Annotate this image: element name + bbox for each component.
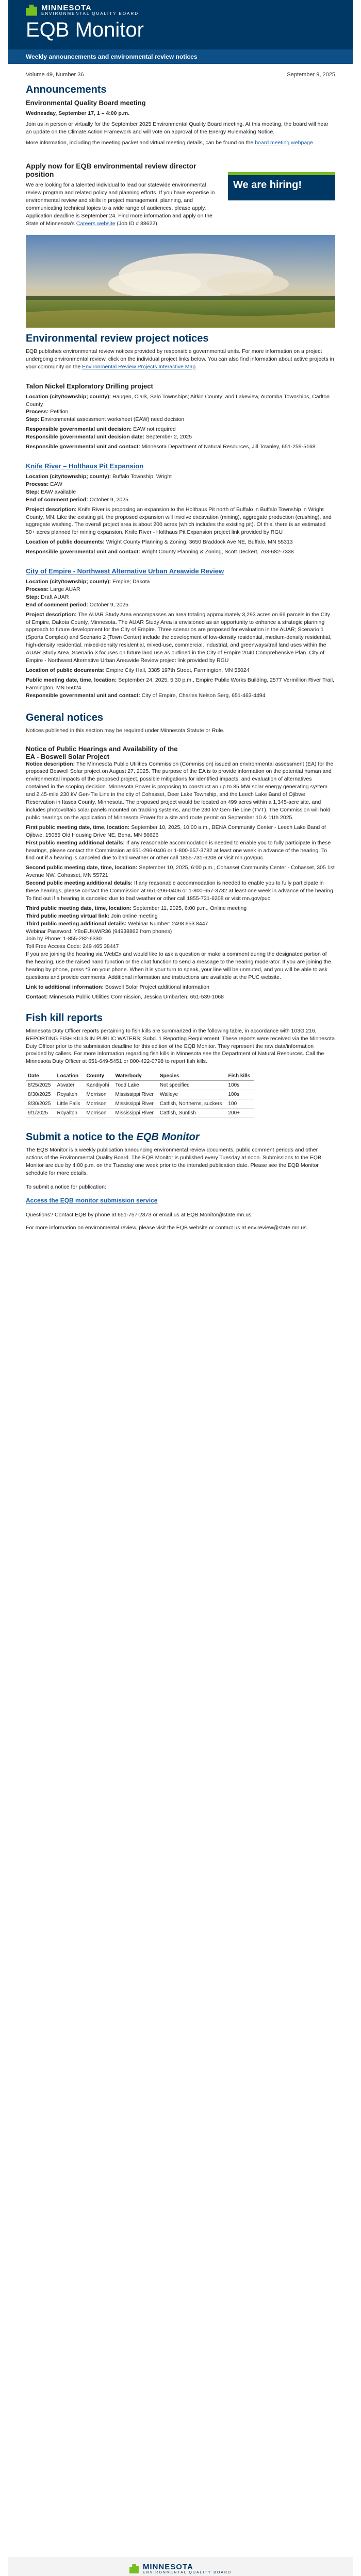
project-label: Location of public documents: [26, 539, 105, 546]
general-intro: Notices published in this section may be required under Minnesota Statute or Rule. [26, 727, 225, 734]
project-label: Step: [26, 594, 40, 600]
hiring-desc: We are looking for a talented individual to lead our statewide environmental review program and related policy and planning efforts. If you have expertise in environmental review and skills in project management, planning, and communicating technical topics to a wide range of audiences, please apply. Application deadline is September 24. Find more information and apply on the State of Minnesota's Careers website (Job ID # 88622). [26, 182, 215, 227]
general-value: Boswell Solar Project additional information [104, 984, 209, 990]
project-value: September 2, 2025 [144, 434, 192, 440]
general-label: Notice description: [26, 760, 75, 767]
footer-logo-title: MINNESOTA [142, 2563, 193, 2571]
general-line [26, 760, 335, 822]
email-body [8, 0, 353, 2576]
project-line [26, 594, 335, 601]
project-line [26, 416, 335, 423]
general-value: September 10, 2025, 10:00 a.m., BENA Community Center - Leech Lake Band of Ojibwe, 15085 Old Housing Drive NE, Bena, MN 56626 [26, 824, 326, 838]
general-value: Join by Phone: 1-855-282-6330 [26, 936, 102, 942]
project-line [26, 676, 335, 692]
general-value: September 11, 2025, 6:00 p.m., Online meeting [131, 905, 247, 911]
project-label: Location (city/township; county): [26, 579, 111, 585]
general-value: Minnesota Public Utilities Commission, Jessica Umbarten, 651-539-1068 [47, 993, 224, 1000]
table-cell: Kandiyohi [85, 1081, 113, 1090]
project-label: Project description: [26, 506, 77, 513]
project-label: Location (city/township; county): [26, 393, 111, 400]
project-label: End of comment period: [26, 496, 88, 503]
general-line [26, 920, 335, 928]
general-line [26, 912, 335, 920]
project-line [26, 443, 335, 451]
general-value: The Minnesota Public Utilities Commission (Commission) issued an environmental assessment (EA) for the proposed Boswell Solar project on August 27, 2025. The purpose of the EA is to provide information on the potential human and environmental impacts of the proposed project, possible mitigations for identified impacts, and evaluation of alternatives contained in the scoping decision. Minnesota Power is proposing to construct an up to 85 MW solar energy generating system and 2.45-mile 230 kV Gen-Tie Line in the city of Cohasset, Deer Lake Township, and the Leech Lake Band of Ojibwe Reservation in Itasca County, Minnesota. The proposed project would be located on 499 acres within a 1,345-acre site, and includes photovoltaic solar panels mounted on tracking systems, and the 230 kV Gen-Tie Line (TVT). The Commission will hold public hearings on the application of Minnesota Power for a site and route permit on September 10 & 11th 2025. [26, 760, 334, 821]
general-label: Second public meeting additional details: [26, 880, 133, 887]
fish-column-header: County [85, 1072, 113, 1081]
general-value: Webinar Password: Y8oEUKWiR36 (94938862 from phones) [26, 928, 172, 935]
table-cell: 100s [226, 1081, 255, 1090]
table-cell: Not specified [158, 1081, 226, 1090]
general-value: Join online meeting [109, 912, 158, 919]
table-cell: 8/25/2025 [26, 1081, 55, 1090]
fish-column-header: Waterbody [113, 1072, 157, 1081]
project-line [26, 548, 335, 556]
project-value: Wright County Planning & Zoning, Scott Deckert, 763-682-7338 [140, 549, 294, 555]
table-cell: Atwater [55, 1081, 85, 1090]
hiring-title: Apply now for EQB environmental review director position [26, 162, 196, 179]
submit-heading: Submit a notice to the EQB Monitor [26, 1131, 200, 1143]
project-line [26, 408, 335, 416]
submit-instr: To submit a notice for publication: [26, 1183, 106, 1190]
general-line [26, 864, 335, 879]
project-line [26, 393, 335, 409]
project-label: Responsible governmental unit and contact: [26, 444, 140, 450]
project-label: Process: [26, 481, 49, 487]
project-label: Responsible governmental unit decision date: [26, 434, 144, 440]
general-value: September 10, 2025, 6:00 p.m., Cohasset Community Center - Cohasset, 305 1st Avenue NW, Cohasset, MN 55721 [26, 865, 335, 879]
project-label: Responsible governmental unit and contact: [26, 692, 140, 699]
general-notice-body [26, 760, 335, 1001]
project-title[interactable]: Knife River – Holthaus Pit Expansion [26, 462, 144, 470]
project-value: October 9, 2025 [88, 601, 128, 608]
project-value: October 9, 2025 [88, 496, 128, 503]
submit-more: For more information on environmental review, please visit the EQB website or contact us at env.review@state.mn.us. [26, 1224, 308, 1231]
general-line [26, 984, 335, 991]
landscape-photo [26, 235, 335, 328]
general-value: Toll Free Access Code: 249 465 38447 [26, 943, 119, 950]
project-line [26, 578, 335, 586]
table-row [26, 1109, 254, 1118]
table-cell: Catfish, Northerns, suckers [158, 1099, 226, 1109]
project-value: Haugen, Clark, Salo Townships; Aitkin County; and Lakeview, Automba Townships, Carlton County [26, 393, 330, 408]
general-line [26, 824, 335, 839]
fish-column-header: Date [26, 1072, 55, 1081]
table-cell: Morrison [85, 1109, 113, 1118]
project-label: Location (city/township; county): [26, 473, 111, 480]
general-notices-heading: General notices [26, 711, 104, 723]
meeting-when: Wednesday, September 17, 1 – 4:00 p.m. [26, 110, 129, 116]
project-value: Empire City Hall, 3385 197th Street, Farmington, MN 55024 [104, 667, 250, 673]
newsletter-subtitle: Weekly announcements and environmental review notices [8, 49, 353, 64]
fish-column-header: Location [55, 1072, 85, 1081]
project-line [26, 586, 335, 594]
project-label: Responsible governmental unit and contact: [26, 549, 140, 555]
general-label: Third public meeting virtual link: [26, 912, 110, 919]
table-row [26, 1090, 254, 1099]
general-value: If you are joining the hearing via WebEx and would like to ask a question or make a comment during the designated portion of the hearing, use the raised hand function or the chat function to send a message to the hearing moderator. If you are joining the hearing by phone, press *3 on your phone. When it is your turn to speak, your line will be unmuted, and you will be able to ask questions and provide comments. Additional information and instructions are available at the PUC website. [26, 951, 331, 980]
meeting-desc: Join us in person or virtually for the September 2025 Environmental Quality Board meeting. At this meeting, the board will hear an update on the Climate Action Framework and will vote on approval of the Energy Rulemaking Notice. [26, 121, 329, 135]
fish-kill-table [26, 1072, 254, 1118]
footer-logo-subtitle: ENVIRONMENTAL QUALITY BOARD [142, 2571, 232, 2574]
meeting-more: More information, including the meeting packet and virtual meeting details, can be found on the board meeting webpage. [26, 139, 315, 146]
project-value: Empire; Dakota [111, 579, 150, 585]
general-label: First public meeting additional details: [26, 839, 125, 846]
table-cell: Todd Lake [113, 1081, 157, 1090]
general-value: If any reasonable accommodation is needed to enable you to fully participate in these hearings, please contact the Commission at 651-296-0406 or 1-800-657-3782 at least one week in advance of the hearing. To find out if a hearing is canceled due to bad weather or other call 1855-731-6208 or visit mn.gov/puc. [26, 880, 335, 902]
project-label: Step: [26, 416, 40, 423]
general-value: If any reasonable accommodation is needed to enable you to fully participate in these hearings, please contact the Commission at 651-296-0406 or 1-800-657-3782 at least one week in advance of the hearing. To find out if a hearing is canceled due to bad weather or other call 1855-731-6208 or visit mn.gov/puc. [26, 839, 331, 861]
table-cell: Royalton [55, 1090, 85, 1099]
project-notice [26, 462, 335, 556]
project-value: EAW [48, 481, 62, 487]
board-meeting-link[interactable]: board meeting webpage [255, 139, 313, 146]
issue-date: September 9, 2025 [287, 72, 335, 78]
table-cell: 8/30/2025 [26, 1090, 55, 1099]
project-value: Buffalo Township; Wright [111, 473, 172, 480]
general-line [26, 993, 335, 1001]
fish-column-header: Fish kills [226, 1072, 255, 1081]
general-label: Third public meeting date, time, location: [26, 905, 132, 911]
table-row [26, 1081, 254, 1090]
project-line [26, 481, 335, 488]
general-line [26, 935, 335, 943]
table-cell: Mississippi River [113, 1109, 157, 1118]
project-line [26, 488, 335, 496]
issue-volume: Volume 49, Number 36 [26, 72, 84, 78]
general-label: Contact: [26, 993, 48, 1000]
fish-kill-intro: Minnesota Duty Officer reports pertaining to fish kills are summarized in the following table, in accordance with 103G.216, REPORTING FISH KILLS IN PUBLIC WATERS; Subd. 1 Reporting Requirement. These reports were received via the Minnesota Duty Officer prior to the submission deadline for this edition of the EQB Monitor. They represent the raw data/information provided by callers. For more information regarding fish kills in Minnesota see the Department of Natural Resources. Call the Minnesota Duty Officer at 651-649-5451 or 800-422-0798 to report fish kills. [26, 1027, 335, 1065]
newsletter-title: EQB Monitor [26, 19, 144, 41]
submit-questions: Questions? Contact EQB by phone at 651-757-2873 or email us at EQB.Monitor@state.mn.us. [26, 1211, 253, 1218]
footer [8, 2557, 353, 2576]
project-label: Process: [26, 586, 49, 592]
project-value: September 24, 2025, 5:30 p.m., Empire Public Works Building, 2577 Vermillion River Trail, Farmington, MN 55024 [26, 676, 334, 691]
issue-info [26, 64, 335, 79]
general-value: Webinar Number: 2498 653 8447 [126, 920, 208, 927]
minnesota-state-icon [26, 5, 37, 16]
project-line [26, 611, 335, 665]
table-cell: 8/30/2025 [26, 1099, 55, 1109]
project-label: Step: [26, 488, 40, 495]
table-cell: Walleye [158, 1090, 226, 1099]
meeting-title: Environmental Quality Board meeting [26, 98, 146, 107]
fish-kill-heading: Fish kill reports [26, 1012, 103, 1024]
project-label: Project description: [26, 611, 77, 618]
minnesota-state-icon [129, 2564, 139, 2573]
logo-subtitle: ENVIRONMENTAL QUALITY BOARD [41, 11, 139, 16]
project-value: Wright County Planning & Zoning, 3650 Braddock Ave NE, Buffalo, MN 55313 [104, 539, 293, 546]
project-value: Petition [48, 409, 69, 415]
hiring-badge: We are hiring! [228, 172, 335, 200]
table-row [26, 1099, 254, 1109]
logo-title: MINNESOTA [41, 4, 92, 12]
interactive-map-link[interactable]: Environmental Review Projects Interactive Map [82, 363, 196, 370]
project-line [26, 473, 335, 481]
agency-logo [26, 4, 139, 16]
project-line [26, 667, 335, 674]
project-line [26, 601, 335, 609]
project-notice [26, 382, 335, 451]
general-line [26, 839, 335, 862]
table-cell: Mississippi River [113, 1090, 157, 1099]
footer-logo [8, 2563, 353, 2574]
project-label: Public meeting date, time, location: [26, 676, 117, 683]
table-cell: Catfish, Sunfish [158, 1109, 226, 1118]
project-label: Location of public documents: [26, 667, 105, 673]
general-line [26, 928, 335, 936]
table-cell: 200+ [226, 1109, 255, 1118]
project-line [26, 426, 335, 433]
general-line [26, 951, 335, 981]
fish-column-header: Species [158, 1072, 226, 1081]
env-review-intro: EQB publishes environmental review notices provided by responsible governmental units. For more information on a project undergoing environmental review, click on the individual project links below. You can also find information about active projects in your community on the Environmental Review Projects Interactive Map. [26, 348, 334, 370]
project-title: Talon Nickel Exploratory Drilling project [26, 382, 153, 390]
project-line [26, 496, 335, 504]
general-label: First public meeting date, time, location: [26, 824, 130, 831]
project-notice [26, 567, 335, 700]
project-label: End of comment period: [26, 601, 88, 608]
table-cell: 100s [226, 1090, 255, 1099]
project-list [26, 382, 335, 700]
general-notice-title: Notice of Public Hearings and Availability of the EA - Boswell Solar Project [26, 744, 178, 760]
header-banner [8, 0, 353, 49]
project-value: Environmental assessment worksheet (EAW) need decision [39, 416, 185, 423]
hiring-section [26, 162, 335, 227]
table-cell: Morrison [85, 1099, 113, 1109]
project-value: The AUAR Study Area encompasses an area totaling approximately 3,293 acres on 66 parcels in the City of Empire, Dakota County, Minnesota. The AUAR Study Area is envisioned as an opportunity to enhance a strategic planning approach to future development for the City of Empire. Three scenarios are proposed for evaluation in the AUAR; Scenario 1 (Sports Complex) and Scenario 2 (Town Center) include the development of low-density residential, medium-density residential, high-density residential, mixed-density residential, mixed-use, commercial, industrial, and greenways/trail land uses within the AUAR Study Area. Scenario 3 focuses on future land use as outlined in the City of Empire 2040 Comprehensive Plan. City of Empire - Northwest Alternative Urban Areawide Review project link provided by RGU [26, 611, 332, 664]
table-cell: Morrison [85, 1090, 113, 1099]
project-line [26, 433, 335, 441]
project-value: EAW available [39, 488, 76, 495]
announcements-heading: Announcements [26, 83, 107, 95]
project-value: Large AUAR [48, 586, 80, 592]
project-label: Responsible governmental unit decision: [26, 426, 132, 433]
project-line [26, 506, 335, 537]
project-value: EAW not required [132, 426, 176, 433]
project-value: City of Empire, Charles Nelson Serg, 651-463-4494 [140, 692, 266, 699]
project-title[interactable]: City of Empire - Northwest Alternative Urban Areawide Review [26, 567, 224, 575]
project-value: Minnesota Department of Natural Resources, Jill Townley, 651-259-5168 [140, 444, 316, 450]
table-cell: Royalton [55, 1109, 85, 1118]
table-cell: Little Falls [55, 1099, 85, 1109]
submission-service-link[interactable]: Access the EQB monitor submission service [26, 1196, 158, 1204]
table-cell: Mississippi River [113, 1099, 157, 1109]
project-line [26, 692, 335, 700]
general-line [26, 879, 335, 903]
project-line [26, 538, 335, 546]
submit-desc: The EQB Monitor is a weekly publication announcing environmental review documents, public comment periods and other actions of the Environmental Quality Board. The EQB Monitor is published every Tuesday at noon. Submissions to the EQB Monitor are due by 4:00 p.m. on the Tuesday one week prior to the intended publication date. Please see the EQB Monitor schedule for more details. [26, 1147, 321, 1176]
env-review-heading: Environmental review project notices [26, 332, 209, 344]
careers-link[interactable]: Careers website [76, 221, 116, 227]
general-label: Link to additional information: [26, 984, 104, 990]
general-line [26, 905, 335, 912]
general-line [26, 943, 335, 951]
project-value: Draft AUAR [39, 594, 69, 600]
table-cell: 9/1/2025 [26, 1109, 55, 1118]
project-label: Process: [26, 409, 49, 415]
general-label: Third public meeting additional details: [26, 920, 127, 927]
table-cell: 100 [226, 1099, 255, 1109]
general-label: Second public meeting date, time, location: [26, 865, 138, 871]
project-value: Knife River is proposing an expansion to the Holthaus Pit north of Buffalo in Buffalo Township in Wright County, MN. Like the existing pit, the proposed expansion will involve excavation (mining), aggregate production (crushing), and aggregate washing. The overall project area is about 200 acres (which includes the existing pit). Of this, there is an estimated 50+ acres planned for mining expansion. Knife River - Holthaus Pit Expansion project link provided by RGU [26, 506, 332, 536]
